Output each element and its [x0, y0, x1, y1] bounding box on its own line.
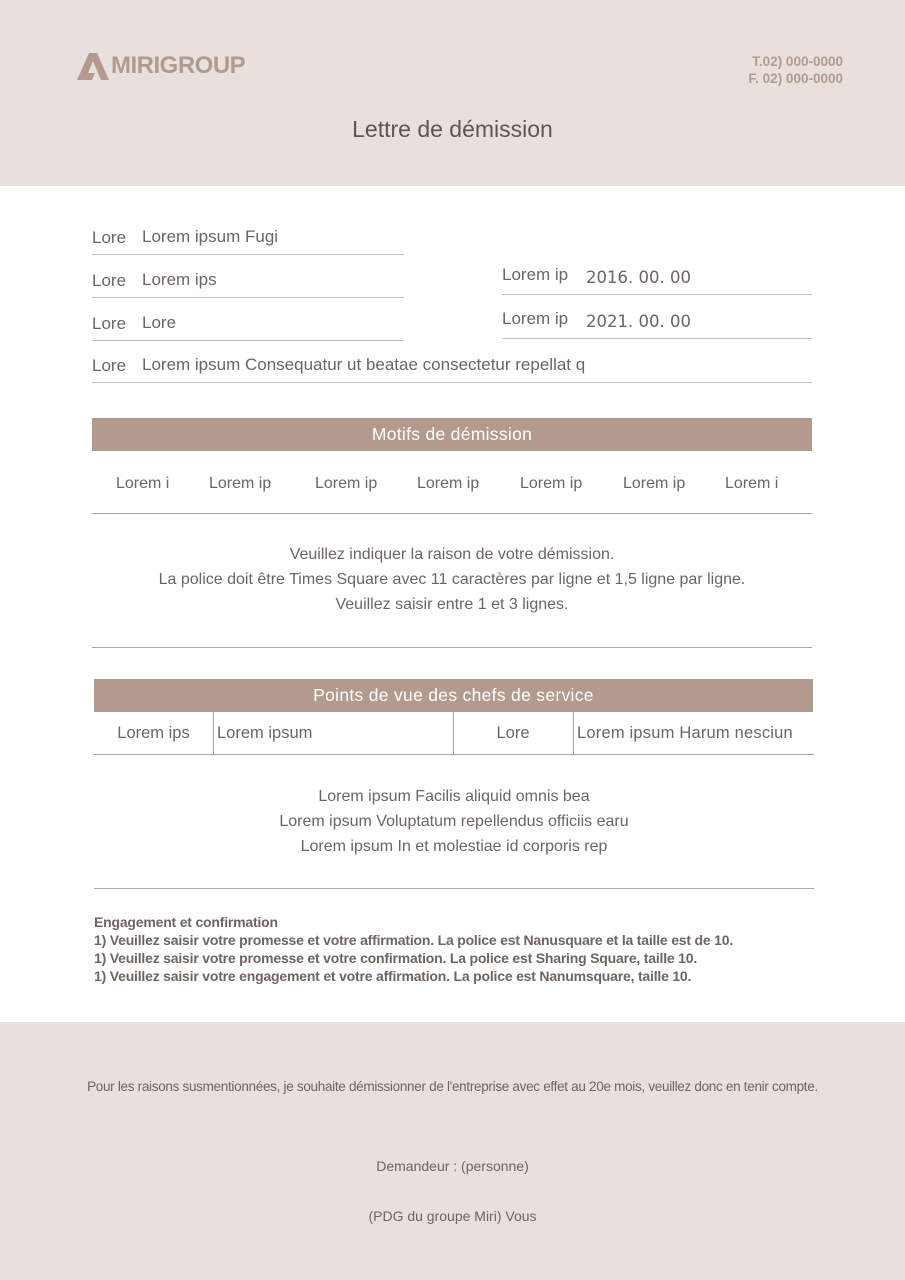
reason-option[interactable]: Lorem ip	[520, 475, 583, 492]
divider	[92, 647, 812, 648]
field-value[interactable]: Lorem ipsum Fugi	[142, 227, 279, 246]
brand-name: MIRIGROUP	[111, 52, 246, 79]
reason-option[interactable]: Lorem ip	[209, 475, 272, 492]
field-value[interactable]: Lorem ipsum Consequatur ut beatae consectetur repellat q	[142, 355, 586, 374]
engagement-item: 1) Veuillez saisir votre engagement et votre affirmation. La police est Nanumsquare, taille 10.	[94, 968, 692, 984]
reason-option[interactable]: Lorem i	[725, 475, 779, 492]
engagement-block	[94, 913, 733, 985]
field-label: Lore	[92, 356, 127, 375]
footer-band	[0, 1022, 905, 1280]
resignation-statement: Pour les raisons susmentionnées, je souhaite démissionner de l'entreprise avec effet au 20e mois, veuillez donc en tenir compte.	[87, 1079, 818, 1094]
reason-option[interactable]: Lorem ip	[315, 475, 378, 492]
comment-line: Lorem ipsum Facilis aliquid omnis bea	[318, 788, 590, 805]
engagement-title: Engagement et confirmation	[94, 914, 278, 930]
date-value[interactable]: 2016. 00. 00	[586, 268, 691, 287]
field-row-2[interactable]	[92, 267, 404, 298]
date-field-start[interactable]	[502, 264, 812, 295]
date-label: Lorem ip	[502, 265, 569, 284]
reason-option[interactable]: Lorem i	[116, 475, 170, 492]
instruction-line: La police doit être Times Square avec 11 caractères par ligne et 1,5 ligne par ligne.	[158, 571, 746, 588]
comment-line: Lorem ipsum Voluptatum repellendus officiis earu	[279, 813, 629, 830]
field-value[interactable]: Lore	[142, 313, 177, 332]
field-label: Lore	[92, 314, 127, 333]
date-label: Lorem ip	[502, 309, 569, 328]
reason-options-row	[92, 451, 812, 514]
reason-instructions[interactable]	[92, 542, 812, 617]
field-row-3[interactable]	[92, 310, 404, 341]
page-title: Lettre de démission	[352, 116, 553, 142]
cell-divider	[213, 712, 214, 754]
instruction-line: Veuillez saisir entre 1 et 3 lignes.	[335, 596, 569, 613]
engagement-item: 1) Veuillez saisir votre promesse et votre confirmation. La police est Sharing Square, taille 10.	[94, 950, 698, 966]
phone-number: T.02) 000-0000	[752, 54, 843, 69]
engagement-item: 1) Veuillez saisir votre promesse et votre affirmation. La police est Nanusquare et la taille est de 10.	[94, 932, 734, 948]
divider	[94, 888, 814, 889]
company-logo	[75, 50, 245, 82]
field-row-1[interactable]	[92, 224, 404, 255]
field-value[interactable]: Lorem ips	[142, 270, 217, 289]
table-cell[interactable]: Lorem ips	[117, 724, 190, 742]
field-label: Lore	[92, 271, 127, 290]
logo-mark-icon	[75, 51, 111, 81]
table-cell[interactable]: Lore	[496, 724, 530, 742]
recipient-line: (PDG du groupe Miri) Vous	[368, 1208, 537, 1224]
date-field-end[interactable]	[502, 308, 812, 339]
contact-block	[748, 53, 843, 87]
date-value[interactable]: 2021. 00. 00	[586, 312, 691, 331]
reason-option[interactable]: Lorem ip	[623, 475, 686, 492]
header-band	[0, 0, 905, 186]
chefs-heading: Points de vue des chefs de service	[94, 679, 813, 712]
cell-divider	[573, 712, 574, 754]
table-cell[interactable]: Lorem ipsum	[217, 724, 313, 742]
comment-line: Lorem ipsum In et molestiae id corporis rep	[300, 838, 608, 855]
chefs-table-row	[94, 712, 814, 755]
reason-option[interactable]: Lorem ip	[417, 475, 480, 492]
motifs-heading: Motifs de démission	[92, 418, 812, 451]
chefs-comments[interactable]	[94, 784, 814, 859]
applicant-line: Demandeur : (personne)	[376, 1158, 529, 1174]
fax-number: F. 02) 000-0000	[748, 71, 843, 86]
field-row-4[interactable]	[92, 352, 812, 383]
instruction-line: Veuillez indiquer la raison de votre démission.	[289, 546, 615, 563]
table-cell[interactable]: Lorem ipsum Harum nesciun	[577, 724, 793, 742]
field-label: Lore	[92, 228, 127, 247]
